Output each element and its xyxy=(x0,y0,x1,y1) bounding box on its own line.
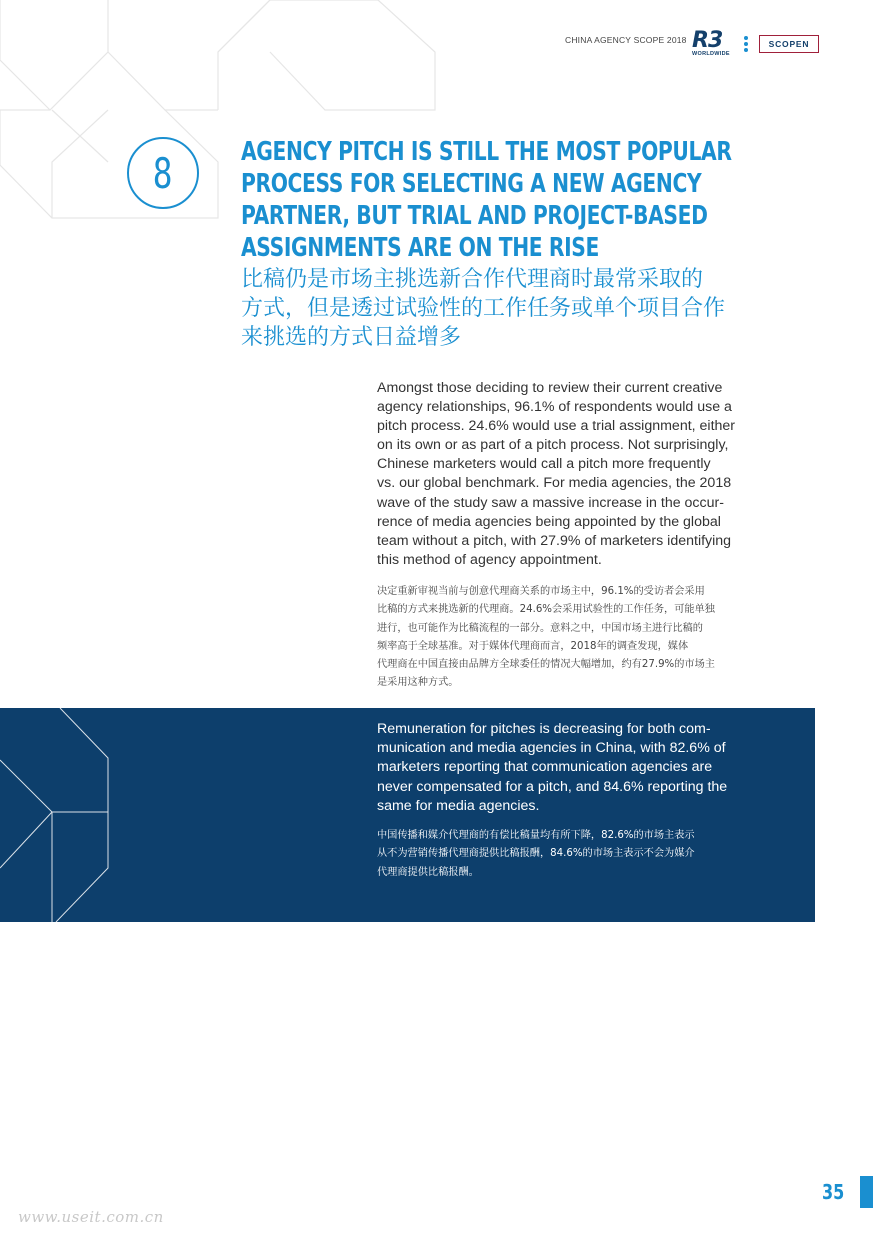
watermark: www.useit.com.cn xyxy=(18,1208,164,1226)
body-zh-line: 进行，也可能作为比稿流程的一部分。意料之中，中国市场主进行比稿的 xyxy=(377,622,703,634)
section-title-zh xyxy=(241,265,781,352)
highlight-zh-line: 从不为营销传播代理商提供比稿报酬，84.6%的市场主表示不会为媒介 xyxy=(377,848,695,860)
body-zh-line: 决定重新审视当前与创意代理商关系的市场主中，96.1%的受访者会采用 xyxy=(377,586,705,597)
r3-logo-mark: R3 xyxy=(692,28,723,53)
report-title: CHINA AGENCY SCOPE 2018 xyxy=(565,35,687,45)
title-zh-line: 比稿仍是市场主挑选新合作代理商时最常采取的 xyxy=(241,267,704,292)
section-number-badge xyxy=(127,137,199,209)
separator-dots-icon xyxy=(744,36,749,54)
body-en-line: agency relationships, 96.1% of respondents would use a xyxy=(377,399,732,416)
body-zh-line: 代理商在中国直接由品牌方全球委任的情况大幅增加，约有27.9%的市场主 xyxy=(377,659,715,671)
body-zh-line: 比稿的方式来挑选新的代理商。24.6%会采用试验性的工作任务，可能单独 xyxy=(377,604,715,616)
highlight-en-line: Remuneration for pitches is decreasing for both com- xyxy=(377,721,711,737)
body-en-line: this method of agency appointment. xyxy=(377,551,602,568)
highlight-zh-line: 中国传播和媒介代理商的有偿比稿量均有所下降，82.6%的市场主表示 xyxy=(377,830,695,841)
body-en-line: wave of the study saw a massive increase in the occur- xyxy=(377,494,724,511)
title-zh-line: 来挑选的方式日益增多 xyxy=(241,325,462,350)
body-en-line: Amongst those deciding to review their current creative xyxy=(377,380,723,396)
r3-logo-subtitle: WORLDWIDE xyxy=(692,51,730,57)
page-number-accent-bar xyxy=(860,1176,873,1208)
highlight-en-line: munication and media agencies in China, with 82.6% of xyxy=(377,740,726,757)
highlight-paragraph-en xyxy=(377,720,772,816)
body-en-line: pitch process. 24.6% would use a trial assignment, either xyxy=(377,418,736,435)
section-number: 8 xyxy=(153,148,173,198)
body-en-line: team without a pitch, with 27.9% of marketers identifying xyxy=(377,532,732,549)
section-title-en: AGENCY PITCH IS STILL THE MOST POPULAR PROCESS FOR SELECTING A NEW AGENCY PARTNER, BUT TRIAL AND PROJECT-BASED ASSIGNMENTS ARE ON THE RISE xyxy=(241,137,732,263)
title-zh-line: 方式，但是透过试验性的工作任务或单个项目合作 xyxy=(241,296,726,321)
body-en-line: rence of media agencies being appointed by the global xyxy=(377,513,721,530)
band-decorative-lines xyxy=(0,708,120,922)
body-en-line: Chinese marketers would call a pitch more frequently xyxy=(377,456,711,473)
r3-worldwide-logo xyxy=(692,28,736,58)
body-paragraph-zh xyxy=(377,583,772,693)
scopen-logo: SCOPEN xyxy=(759,35,819,53)
highlight-zh-line: 代理商提供比稿报酬。 xyxy=(377,866,479,878)
body-zh-line: 是采用这种方式。 xyxy=(377,677,459,689)
highlight-band xyxy=(0,708,815,922)
highlight-en-line: same for media agencies. xyxy=(377,797,540,814)
highlight-paragraph-zh xyxy=(377,827,772,882)
body-en-line: on its own or as part of a pitch process. Not surprisingly, xyxy=(377,437,729,454)
body-en-line: vs. our global benchmark. For media agencies, the 2018 xyxy=(377,475,732,492)
highlight-en-line: never compensated for a pitch, and 84.6% reporting the xyxy=(377,778,728,795)
page-number: 35 xyxy=(822,1180,845,1204)
body-paragraph-en xyxy=(377,379,772,570)
body-zh-line: 频率高于全球基准。对于媒体代理商而言，2018年的调查发现，媒体 xyxy=(377,640,689,652)
highlight-en-line: marketers reporting that communication agencies are xyxy=(377,759,713,776)
